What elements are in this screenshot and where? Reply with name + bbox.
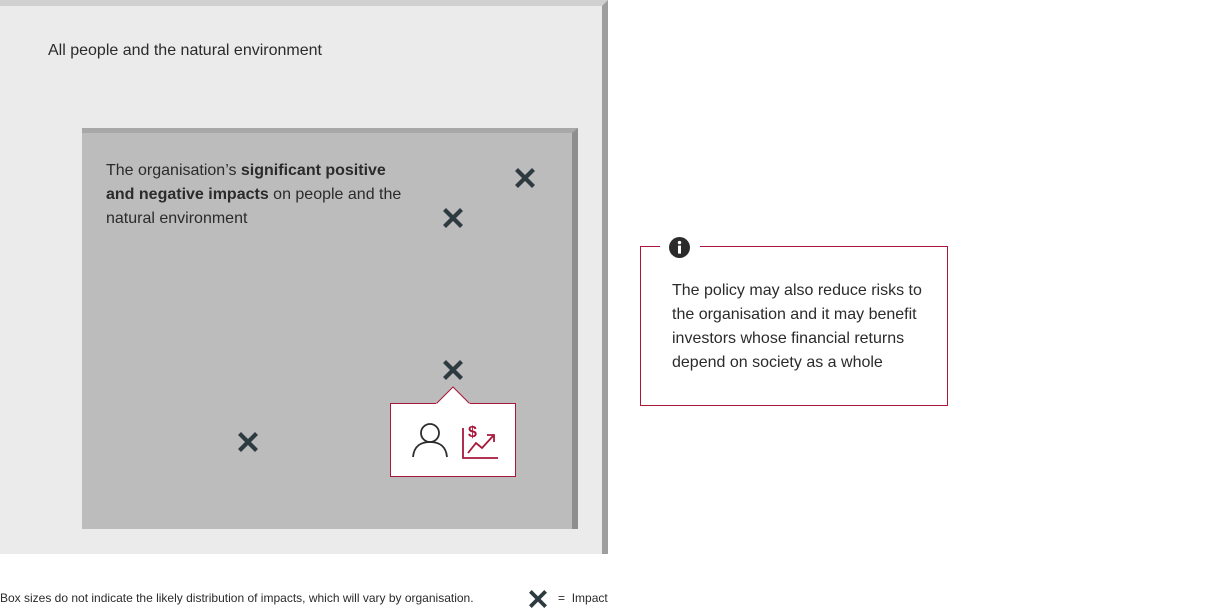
- financial-growth-icon: [460, 420, 500, 462]
- svg-text:$: $: [468, 424, 477, 441]
- cross-icon: [443, 208, 463, 228]
- info-icon: [669, 237, 690, 258]
- cross-icon: [443, 360, 463, 380]
- info-text: The policy may also reduce risks to the organisation and it may benefit investors whose financial returns depend on society as a whole: [672, 282, 922, 371]
- footnote: Box sizes do not indicate the likely distribution of impacts, which will vary by organisation.: [0, 591, 474, 605]
- person-icon: [410, 420, 450, 460]
- legend-label: [558, 591, 608, 605]
- inner-region-label: [106, 159, 416, 231]
- cross-icon: [515, 168, 535, 188]
- legend-impact-label: Impact: [571, 591, 608, 605]
- legend-equals: =: [558, 591, 566, 605]
- cross-icon: [238, 432, 258, 452]
- cross-icon: [529, 590, 547, 608]
- inner-label-bold: significant positive and negative impacts: [106, 162, 386, 203]
- callout-pointer: [436, 386, 470, 405]
- outer-region-label: All people and the natural environment: [48, 42, 322, 59]
- inner-label-suffix: on people and the natural environment: [106, 186, 402, 227]
- inner-label-prefix: The organisation’s: [106, 162, 241, 179]
